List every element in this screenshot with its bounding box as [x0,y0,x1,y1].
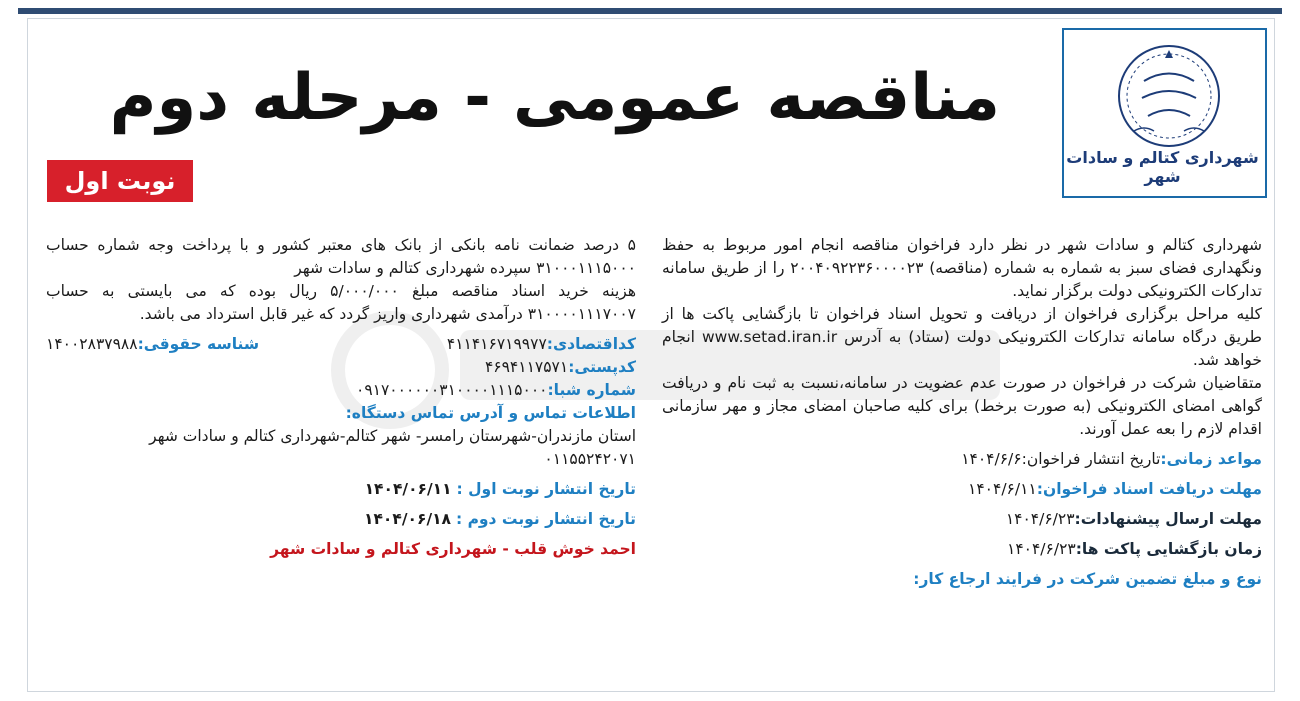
left-column [46,234,636,561]
municipality-logo [1062,28,1267,198]
page-title: مناقصه عمومی - مرحله دوم [109,61,1000,135]
process-suffix: انجام خواهد شد. [662,328,1262,369]
second-publish-label: تاریخ انتشار نوبت دوم : [455,510,636,528]
schedule-label: زمان بازگشایی پاکت ها: [1075,540,1262,558]
postal-code-label: کدپستی: [568,358,636,376]
first-publish-date: ۱۴۰۴/۰۶/۱۱ [364,480,452,498]
national-id-label: شناسه حقوقی: [137,335,260,353]
round-badge: نوبت اول [47,160,193,202]
process-paragraph [662,303,1262,372]
contact-heading-label: اطلاعات تماس و آدرس تماس دستگاه: [345,404,636,422]
second-publish-date: ۱۴۰۴/۰۶/۱۸ [364,510,452,528]
economic-code-label: کداقتصادی: [546,335,636,353]
applicants-paragraph: متقاضیان شرکت در فراخوان در صورت عدم عضویت در سامانه،نسبت به ثبت نام و دریافت گواهی امضای الکترونیکی (به صورت برخط) برای کلیه صاحبان امضای مجاز و مهر سازمانی اقدام لازم را بعه عمل آورند. [662,374,1262,438]
phone-number: ۰۱۱۵۵۲۴۲۰۷۱ [544,450,636,468]
second-publish-row [46,508,636,531]
logo-caption: شهرداری کتالم و سادات شهر [1066,148,1259,186]
schedule-row-0 [662,448,1262,471]
postal-code-value: ۴۶۹۴۱۱۷۵۷۱ [484,358,569,376]
schedule-value: تاریخ انتشار فراخوان:۱۴۰۴/۶/۶ [961,450,1161,468]
signature: احمد خوش قلب - شهرداری کتالم و سادات شهر [270,540,636,558]
intro-paragraph: شهرداری کتالم و سادات شهر در نظر دارد فراخوان مناقصه انجام امور مربوط به حفظ ونگهداری فضای سبز به شماره به شماره (مناقصه) ۲۰۰۴۰۹۲۲۳۶۰۰۰۰۲۳ را از طریق سامانه تدارکات الکترونیکی دولت برگزار نماید. [662,236,1262,300]
schedule-value: ۱۴۰۴/۶/۲۳ [1007,540,1076,558]
schedule-row-1 [662,478,1262,501]
schedule-row-3 [662,538,1262,561]
schedule-value: ۱۴۰۴/۶/۱۱ [968,480,1037,498]
national-id-value: ۱۴۰۰۲۸۳۷۹۸۸ [46,335,138,353]
right-column [662,234,1262,591]
guarantee-heading [662,568,1262,591]
sheba-row [46,379,636,402]
process-text: کلیه مراحل برگزاری فراخوان از دریافت و تحویل اسناد فراخوان تا بازگشایی پاکت ها از طریق درگاه سامانه تدارکات الکترونیکی دولت (ستاد) به آدرس [662,305,1262,346]
guarantee-paragraph: ۵ درصد ضمانت نامه بانکی از بانک های معتبر کشور و با پرداخت وجه شماره حساب ۳۱۰۰۰۱۱۱۵۰۰۰ سپرده شهرداری کتالم و سادات شهر [46,236,636,277]
contact-heading [46,402,636,425]
setad-link[interactable]: www.setad.iran.ir [701,328,838,346]
schedule-row-2 [662,508,1262,531]
first-publish-row [46,478,636,501]
schedule-label: مواعد زمانی: [1160,450,1262,468]
emblem-icon [1114,36,1224,154]
schedule-label: مهلت دریافت اسناد فراخوان: [1036,480,1262,498]
schedule-value: ۱۴۰۴/۶/۲۳ [1005,510,1075,528]
economic-code-value: ۴۱۱۴۱۶۷۱۹۹۷۷ [446,335,547,353]
address-text: استان مازندران-شهرستان رامسر- شهر کتالم-شهرداری کتالم و سادات شهر [149,427,636,445]
sheba-label: شماره شبا: [547,381,636,399]
postal-row [46,356,636,379]
first-publish-label: تاریخ انتشار نوبت اول : [456,480,636,498]
sheba-value: ۰۹۱۷۰۰۰۰۰۰۳۱۰۰۰۰۱۱۱۵۰۰۰ [356,381,548,399]
purchase-paragraph: هزینه خرید اسناد مناقصه مبلغ ۵/۰۰۰/۰۰۰ ریال بوده که می بایستی به حساب ۳۱۰۰۰۰۱۱۱۷۰۰۷ درآمدی شهرداری واریز گردد که غیر قابل استرداد می باشد. [46,282,636,323]
schedule-label: مهلت ارسال پیشنهادات: [1074,510,1262,528]
top-rule [18,8,1282,14]
guarantee-label: نوع و مبلغ تضمین شرکت در فرایند ارجاع کار: [913,570,1262,588]
codes-row [46,333,636,356]
